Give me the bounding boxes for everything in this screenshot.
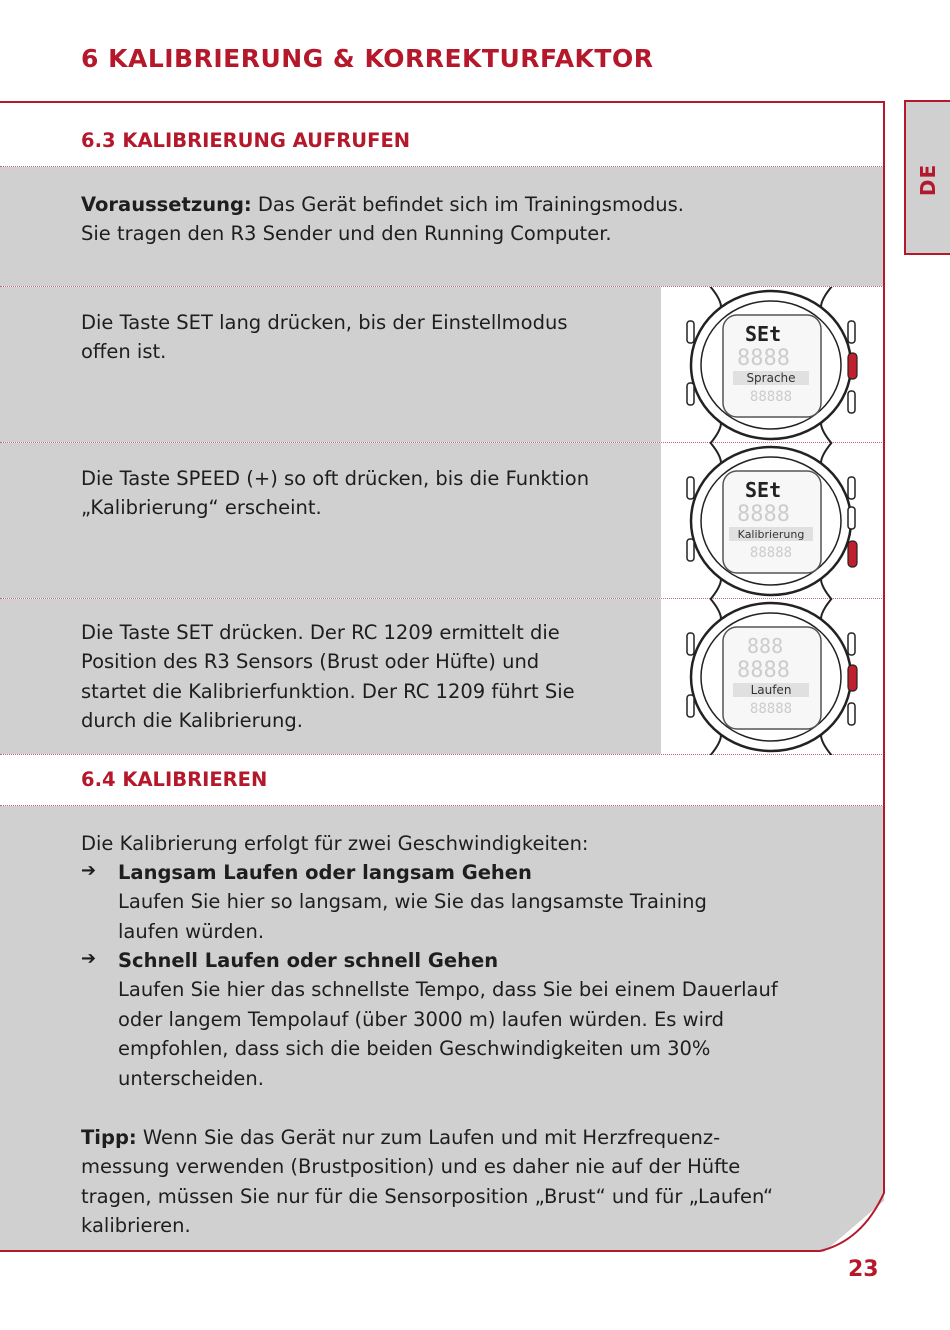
- arrow-icon: ➔: [81, 860, 97, 881]
- prerequisite-label: Voraussetzung:: [81, 193, 252, 216]
- arrow-icon: ➔: [81, 948, 97, 969]
- watch-display-bottom: 88888: [749, 389, 793, 405]
- watch-display-top: 888: [747, 634, 784, 658]
- watch-illustration-1: [661, 287, 881, 443]
- bullet-fast-title: Schnell Laufen oder schnell Gehen: [118, 949, 499, 972]
- prerequisite-text: Voraussetzung: Das Gerät befindet sich im Trainingsmodus. Sie tragen den R3 Sender und den Running Computer.: [81, 193, 684, 246]
- watch-display-label: Laufen: [750, 683, 792, 697]
- section-6-4-heading: 6.4 KALIBRIEREN: [81, 768, 268, 791]
- watch-display-top: SEt: [745, 322, 782, 346]
- watch-display-digits: 8888: [737, 658, 790, 683]
- language-tab: [904, 100, 950, 255]
- bullet-fast: Schnell Laufen oder schnell Gehen Laufen Sie hier das schnellste Tempo, dass Sie bei einem Dauerlauf oder langem Tempolauf (über 3000 m) laufen würden. Es wird empfohlen, dass sich die beiden Geschwindigkeiten um 30% unterscheiden.: [118, 949, 778, 1090]
- watch-illustration-3: [661, 599, 881, 755]
- watch-display-top: SEt: [745, 478, 782, 502]
- page-number: 23: [848, 1257, 879, 1282]
- chapter-title: 6 KALIBRIERUNG & KORREKTURFAKTOR: [81, 44, 654, 73]
- content-frame: [0, 101, 885, 1252]
- watch-display-label: Sprache: [746, 371, 796, 385]
- bullet-slow-title: Langsam Laufen oder langsam Gehen: [118, 861, 532, 884]
- section-6-3-heading: 6.3 KALIBRIERUNG AUFRUFEN: [81, 129, 411, 152]
- bullet-slow: Langsam Laufen oder langsam Gehen Laufen Sie hier so langsam, wie Sie das langsamste Training laufen würden.: [118, 861, 707, 943]
- watch-illustration-2: [661, 443, 881, 599]
- watch-display-bottom: 88888: [749, 545, 793, 561]
- step-3-text: Die Taste SET drücken. Der RC 1209 ermittelt die Position des R3 Sensors (Brust oder Hüfte) und startet die Kalibrierfunktion. Der RC 1209 führt Sie durch die Kalibrierung.: [81, 621, 575, 733]
- calibration-intro: Die Kalibrierung erfolgt für zwei Geschwindigkeiten:: [81, 832, 589, 855]
- step-1-text: Die Taste SET lang drücken, bis der Einstellmodus offen ist.: [81, 311, 568, 364]
- watch-display-digits: 8888: [737, 502, 790, 527]
- language-tab-label: DE: [916, 163, 940, 197]
- tip-text: Tipp: Wenn Sie das Gerät nur zum Laufen und mit Herzfrequenz- messung verwenden (Brustposition) und es daher nie auf der Hüfte tragen, müssen Sie nur für die Sensorposition „Brust“ und für „Laufen“ kalibrieren.: [81, 1126, 774, 1238]
- step-2-text: Die Taste SPEED (+) so oft drücken, bis die Funktion „Kalibrierung“ erscheint.: [81, 467, 590, 520]
- watch-display-bottom: 88888: [749, 701, 793, 717]
- watch-display-label: Kalibrierung: [737, 528, 805, 541]
- tip-label: Tipp:: [81, 1126, 137, 1149]
- watch-display-digits: 8888: [737, 346, 790, 371]
